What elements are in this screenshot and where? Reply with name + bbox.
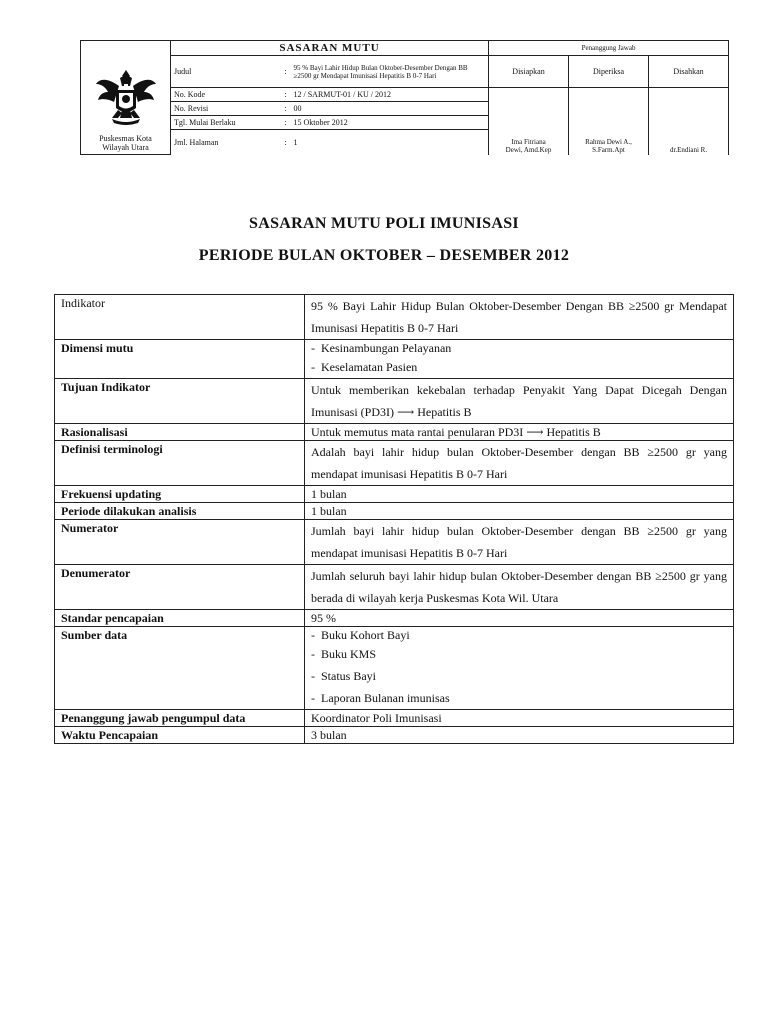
signer-diperiksa: Rahma Dewi A., S.Farm.Apt [569, 88, 649, 155]
field-value-revisi: 00 [291, 102, 489, 116]
field-colon: : [281, 116, 291, 130]
row-value: Koordinator Poli Imunisasi [305, 710, 734, 727]
table-row [55, 379, 734, 424]
row-value: 3 bulan [305, 727, 734, 744]
row-label: Denumerator [55, 565, 305, 610]
table-row [55, 565, 734, 610]
document-period: PERIODE BULAN OKTOBER – DESEMBER 2012 [198, 247, 570, 264]
table-row [55, 486, 734, 503]
header-title: SASARAN MUTU [171, 41, 489, 56]
row-value: Untuk memutus mata rantai penularan PD3I ⟶ Hepatitis B [305, 424, 734, 441]
field-label-judul: Judul [171, 56, 281, 88]
table-row [55, 441, 734, 486]
row-list [305, 627, 734, 710]
penanggung-jawab-label: Penanggung Jawab [489, 41, 729, 56]
row-label: Standar pencapaian [55, 610, 305, 627]
row-value: 95 % Bayi Lahir Hidup Bulan Oktober-Desember Dengan BB ≥2500 gr Mendapat Imunisasi Hepatitis B 0-7 Hari [305, 295, 734, 340]
list-item: - Buku KMS [311, 647, 377, 661]
organization-name: Puskesmas Kota Wilayah Utara [99, 134, 152, 152]
logo-cell [81, 41, 171, 155]
row-label: Frekuensi updating [55, 486, 305, 503]
table-row [55, 727, 734, 744]
field-value-judul: 95 % Bayi Lahir Hidup Bulan Oktober-Desember Dengan BB ≥2500 gr Mendapat Imunisasi Hepatitis B 0-7 Hari [291, 56, 489, 88]
field-value-halaman: 1 [291, 130, 489, 155]
list-item: - Buku Kohort Bayi [311, 628, 410, 642]
row-value: 1 bulan [305, 503, 734, 520]
row-value: Jumlah bayi lahir hidup bulan Oktober-Desember dengan BB ≥2500 gr yang mendapat imunisasi Hepatitis B 0-7 Hari [305, 520, 734, 565]
table-row [55, 340, 734, 379]
garuda-emblem-icon [94, 64, 158, 128]
table-row [55, 424, 734, 441]
field-colon: : [281, 130, 291, 155]
row-value: 95 % [305, 610, 734, 627]
row-value: Adalah bayi lahir hidup bulan Oktober-Desember dengan BB ≥2500 gr yang mendapat imunisasi Hepatitis B 0-7 Hari [305, 441, 734, 486]
field-value-tgl: 15 Oktober 2012 [291, 116, 489, 130]
column-disahkan: Disahkan [649, 56, 729, 88]
row-list [305, 340, 734, 379]
quality-target-table [54, 294, 734, 744]
column-disiapkan: Disiapkan [489, 56, 569, 88]
field-label-revisi: No. Revisi [171, 102, 281, 116]
table-row [55, 710, 734, 727]
list-item: - Kesinambungan Pelayanan [311, 341, 452, 355]
row-value: Untuk memberikan kekebalan terhadap Penyakit Yang Dapat Dicegah Dengan Imunisasi (PD3I) ⟶ Hepatitis B [305, 379, 734, 424]
row-label: Tujuan Indikator [55, 379, 305, 424]
row-value: 1 bulan [305, 486, 734, 503]
row-label: Indikator [55, 295, 305, 340]
row-value: Jumlah seluruh bayi lahir hidup bulan Oktober-Desember dengan BB ≥2500 gr yang berada di wilayah kerja Puskesmas Kota Wil. Utara [305, 565, 734, 610]
row-label: Dimensi mutu [55, 340, 305, 379]
row-label: Penanggung jawab pengumpul data [55, 710, 305, 727]
table-row [55, 610, 734, 627]
document-header [80, 40, 729, 155]
signer-disiapkan: Ima Fitriana Dewi, Amd.Kep [489, 88, 569, 155]
row-label: Periode dilakukan analisis [55, 503, 305, 520]
row-label: Numerator [55, 520, 305, 565]
field-label-tgl: Tgl. Mulai Berlaku [171, 116, 281, 130]
table-row [55, 627, 734, 710]
document-title: SASARAN MUTU POLI IMUNISASI [249, 215, 519, 232]
table-row [55, 295, 734, 340]
field-colon: : [281, 56, 291, 88]
row-label: Waktu Pencapaian [55, 727, 305, 744]
row-label: Sumber data [55, 627, 305, 710]
row-label: Definisi terminologi [55, 441, 305, 486]
table-row [55, 503, 734, 520]
signer-disahkan: dr.Endiani R. [649, 88, 729, 155]
column-diperiksa: Diperiksa [569, 56, 649, 88]
table-row [55, 520, 734, 565]
list-item: - Status Bayi [311, 669, 377, 683]
field-colon: : [281, 102, 291, 116]
field-label-kode: No. Kode [171, 88, 281, 102]
field-colon: : [281, 88, 291, 102]
row-label: Rasionalisasi [55, 424, 305, 441]
list-item: - Keselamatan Pasien [311, 360, 418, 374]
field-value-kode: 12 / SARMUT-01 / KU / 2012 [291, 88, 489, 102]
list-item: - Laporan Bulanan imunisas [311, 691, 450, 705]
field-label-halaman: Jml. Halaman [171, 130, 281, 155]
